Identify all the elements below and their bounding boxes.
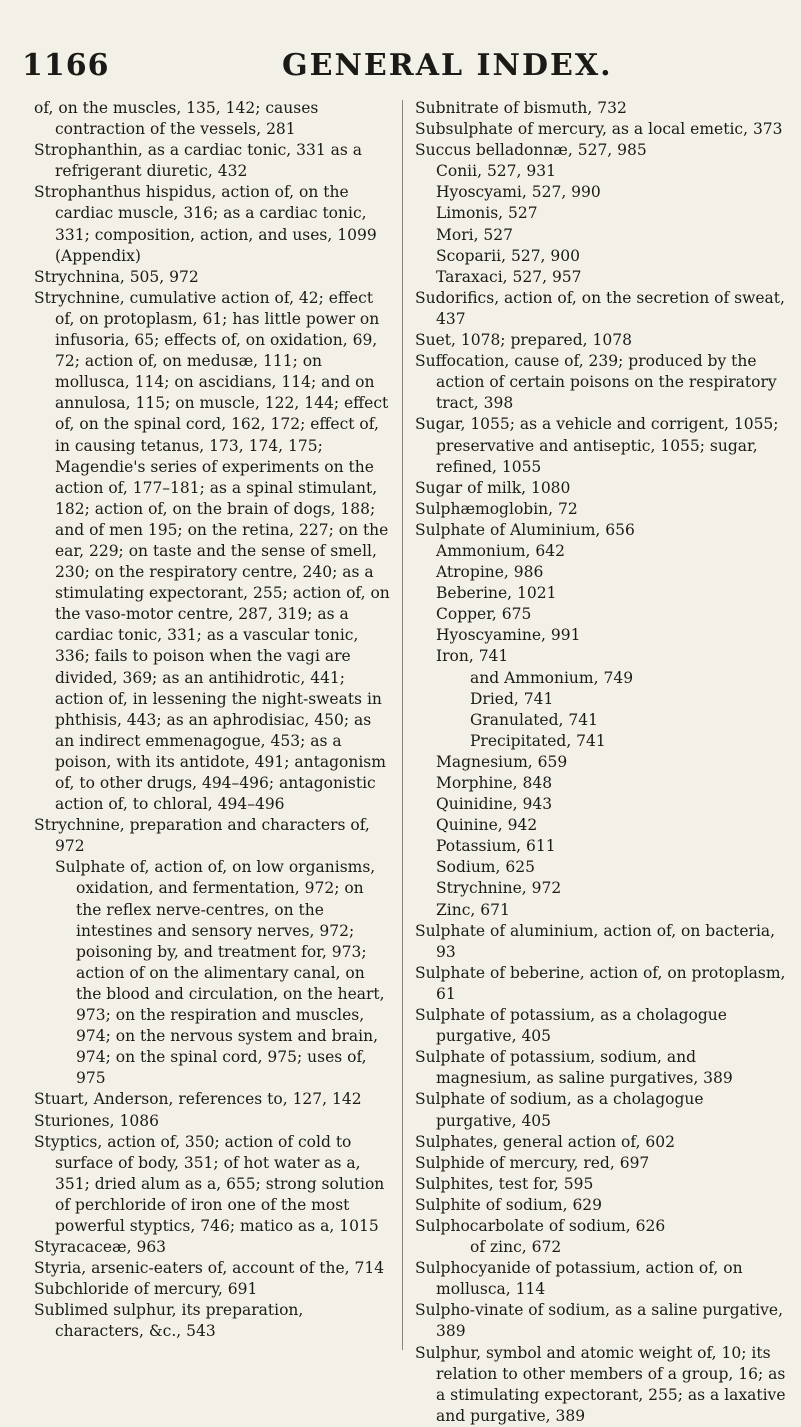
- page-title: GENERAL INDEX.: [282, 48, 613, 83]
- index-subentry: and Ammonium, 749: [470, 668, 634, 687]
- index-subentry: Morphine, 848: [436, 774, 553, 792]
- page-number: 1166: [22, 48, 110, 83]
- index-entry: Strychnine, cumulative action of, 42; effect of, on protoplasm, 61; has little power on infusoria, 65; effects of, on oxidation, 69, 72; action of, on medusæ, 111; on mollusca, 114; on ascidians, 114; and on annulosa, 115; on muscle, 122, 144; effect of, on the spinal cord, 162, 172; effect of, in causing tetanus, 173, 174, 175; Magendie's series of experiments on the action of, 177–181; as a spinal stimulant, 182; action of, on the brain of dogs, 188; and of men 195; on the retina, 227; on the ear, 229; on taste and the sense of smell, 230; on the respiratory centre, 240; as a stimulating expectorant, 255; action of, on the vaso-motor centre, 287, 319; as a cardiac tonic, 331; as a vascular tonic, 336; fails to poison when the vagi are divided, 369; as an antihidrotic, 441; action of, in lessening the night-sweats in phthisis, 443; as an aphrodisiac, 450; as an indirect emmenagogue, 453; as a poison, with its antidote, 491; antagonism of, to other drugs, 494–496; antagonistic action of, to chloral, 494–496: [34, 288, 390, 814]
- index-subentry: Conii, 527, 931: [436, 162, 556, 181]
- index-subentry: Granulated, 741: [470, 710, 598, 729]
- index-subentry: Taraxaci, 527, 957: [436, 267, 582, 286]
- index-subentry: Scoparii, 527, 900: [436, 246, 580, 265]
- index-entry: Succus belladonnæ, 527, 985: [415, 141, 647, 160]
- index-subentry: Zinc, 671: [436, 900, 510, 919]
- index-entry: Sulphate of beberine, action of, on protoplasm, 61: [415, 963, 786, 1003]
- index-subentry: Dried, 741: [470, 689, 554, 708]
- index-subentry: Hyoscyami, 527, 990: [436, 183, 601, 202]
- index-entry: Strychnina, 505, 972: [34, 267, 199, 286]
- index-entry: Sulphate of potassium, sodium, and magnesium, as saline purgatives, 389: [415, 1048, 733, 1088]
- right-index-column: [415, 98, 787, 1427]
- index-subentry: Beberine, 1021: [436, 584, 557, 603]
- index-entry: Sulphur, symbol and atomic weight of, 10; its relation to other members of a group, 16; as a stimulating expectorant, 255; as a laxative and purgative, 389: [415, 1343, 786, 1425]
- index-entry: Strophanthus hispidus, action of, on the cardiac muscle, 316; as a cardiac tonic, 331; composition, action, and uses, 1099 (Appendix): [34, 183, 377, 265]
- index-entry: Sulphocyanide of potassium, action of, on mollusca, 114: [415, 1259, 743, 1299]
- index-entry: Subnitrate of bismuth, 732: [415, 99, 627, 117]
- index-entry: Sulphate of Aluminium, 656: [415, 520, 635, 539]
- index-entry: Sulphide of mercury, red, 697: [415, 1153, 650, 1172]
- index-subentry: Quinidine, 943: [436, 795, 553, 814]
- index-subentry: of zinc, 672: [470, 1238, 562, 1257]
- running-header: [0, 48, 801, 88]
- index-entry: Stuart, Anderson, references to, 127, 142: [34, 1090, 362, 1109]
- index-subentry: Hyoscyamine, 991: [436, 626, 581, 645]
- index-entry: Sulpho-vinate of sodium, as a saline purgative, 389: [415, 1301, 783, 1341]
- index-entry: Sudorifics, action of, on the secretion of sweat, 437: [415, 288, 785, 328]
- index-entry: Styracaceæ, 963: [34, 1238, 167, 1257]
- index-entry: Subsulphate of mercury, as a local emetic, 373: [415, 120, 783, 139]
- index-entry: Sulphate of aluminium, action of, on bacteria, 93: [415, 921, 776, 961]
- index-entry: Sulphocarbolate of sodium, 626: [415, 1216, 666, 1235]
- index-entry: Sturiones, 1086: [34, 1111, 159, 1130]
- index-entry: Sulphæmoglobin, 72: [415, 499, 578, 518]
- index-subentry: Mori, 527: [436, 225, 514, 244]
- index-entry: of, on the muscles, 135, 142; causes contraction of the vessels, 281: [34, 99, 319, 139]
- index-subentry: Potassium, 611: [436, 837, 556, 856]
- index-entry: Suet, 1078; prepared, 1078: [415, 331, 632, 350]
- left-index-column: [34, 98, 392, 1343]
- index-entry: Sulphate of sodium, as a cholagogue purgative, 405: [415, 1090, 704, 1130]
- index-subentry: Limonis, 527: [436, 204, 538, 223]
- index-entry: Sugar of milk, 1080: [415, 478, 571, 497]
- index-entry: Sublimed sulphur, its preparation, characters, &c., 543: [34, 1301, 304, 1341]
- column-divider: [402, 100, 403, 1350]
- index-subentry: Atropine, 986: [436, 563, 544, 582]
- index-entry: Suffocation, cause of, 239; produced by the action of certain poisons on the respiratory tract, 398: [415, 352, 777, 413]
- index-subentry: Ammonium, 642: [436, 541, 565, 560]
- index-subentry: Quinine, 942: [436, 816, 538, 835]
- index-entry: Sulphites, test for, 595: [415, 1174, 594, 1193]
- index-entry: Sugar, 1055; as a vehicle and corrigent, 1055; preservative and antiseptic, 1055; sugar, refined, 1055: [415, 415, 779, 476]
- index-subentry: Iron, 741: [436, 647, 509, 666]
- index-subentry: Precipitated, 741: [470, 731, 606, 750]
- index-entry: Sulphate of potassium, as a cholagogue purgative, 405: [415, 1006, 727, 1046]
- index-entry: Sulphite of sodium, 629: [415, 1195, 603, 1214]
- index-subentry: Magnesium, 659: [436, 752, 568, 771]
- index-entry: Strophanthin, as a cardiac tonic, 331 as a refrigerant diuretic, 432: [34, 141, 362, 181]
- index-entry: Subchloride of mercury, 691: [34, 1280, 258, 1299]
- index-entry: Styptics, action of, 350; action of cold to surface of body, 351; of hot water as a, 351; dried alum as a, 655; strong solution of perchloride of iron one of the most powerful styptics, 746; matico as a, 1015: [34, 1132, 385, 1235]
- index-entry: Strychnine, preparation and characters of, 972: [34, 816, 370, 856]
- index-subentry: Strychnine, 972: [436, 879, 562, 898]
- index-subentry: Sodium, 625: [436, 858, 535, 877]
- index-subentry: Copper, 675: [436, 605, 532, 624]
- index-entry: Sulphates, general action of, 602: [415, 1132, 676, 1151]
- index-entry: Styria, arsenic-eaters of, account of the, 714: [34, 1259, 385, 1278]
- index-subentry: Sulphate of, action of, on low organisms, oxidation, and fermentation, 972; on the reflex nerve-centres, on the intestines and sensory nerves, 972; poisoning by, and treatment for, 973; action of on the alimentary canal, on the blood and circulation, on the heart, 973; on the respiration and muscles, 974; on the nervous system and brain, 974; on the spinal cord, 975; uses of, 975: [55, 858, 385, 1088]
